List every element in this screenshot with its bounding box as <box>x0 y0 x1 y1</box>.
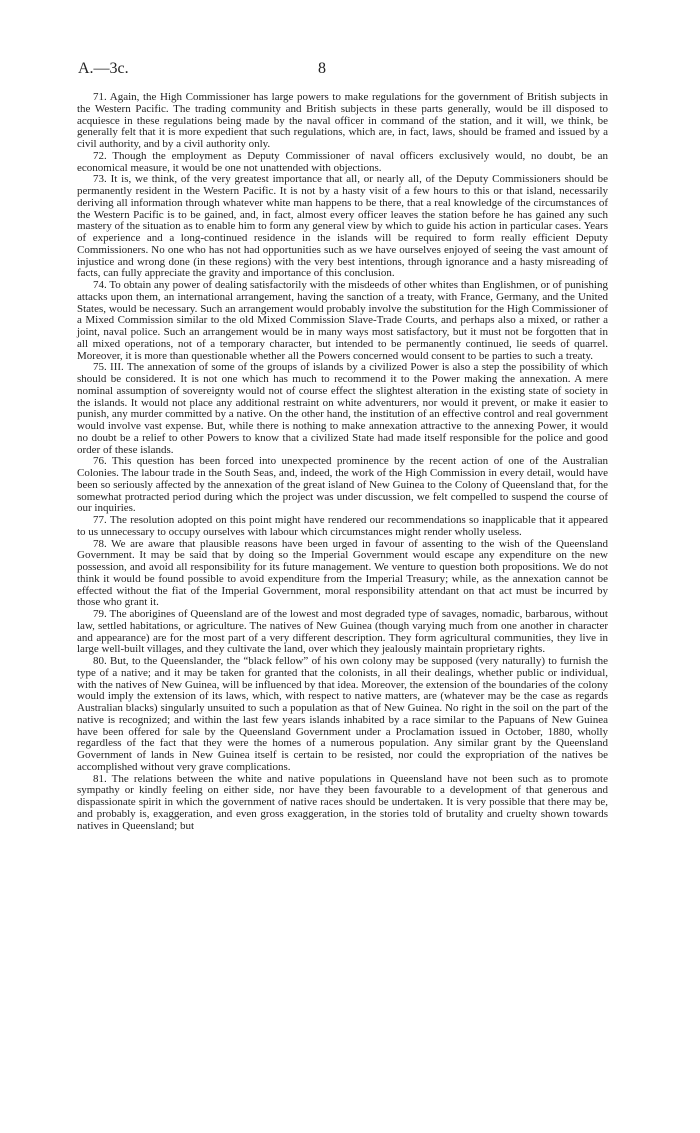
paragraph-76: 76. This question has been forced into unexpected prominence by the recent action of one of the Australian Colonies. The labour trade in the South Seas, and, indeed, the work of the High Commission in every detail, would have been so seriously affected by the annexation of the great island of New Guinea to the Colony of Queensland that, for the somewhat protracted period during which the project was under discussion, we felt compelled to suspend the course of our inquiries. <box>77 455 608 515</box>
paragraph-77: 77. The resolution adopted on this point might have rendered our recommendations so inapplicable that it appeared to us unnecessary to occupy ourselves with labour which circumstances might render wholly useless. <box>77 514 608 538</box>
page-number: 8 <box>318 60 326 77</box>
paragraph-72: 72. Though the employment as Deputy Commissioner of naval officers exclusively would, no doubt, be an economical measure, it would be one not unattended with objections. <box>77 149 608 174</box>
paragraph-74: 74. To obtain any power of dealing satisfactorily with the misdeeds of other whites than Englishmen, or of punishing attacks upon them, an international arrangement, having the sanction of a treaty, with France, Germany, and the United States, would be necessary. Such an arrangement would probably involve the substitution for the High Commissioner of a Mixed Commission similar to the old Mixed Commission Slave-Trade Courts, and perhaps also a mixed, or rather a joint, naval police. Such an arrangement would be in many ways most satisfactory, but it must not be forgotten that in all mixed operations, not of a temporary character, but intended to be permanently continued, lie seeds of quarrel. Moreover, it is more than questionable whether all the Powers concerned would consent to be parties to such a treaty. <box>77 279 608 362</box>
paragraph-71: 71. Again, the High Commissioner has large powers to make regulations for the government of British subjects in the Western Pacific. The trading community and British subjects in these parts generally, would be ill disposed to acquiesce in these regulations being made by the naval officer in command of the station, and it will, we think, be generally felt that it is more expedient that such regulations, which are, in fact, laws, should be framed and issued by a civil authority, and by a civil authority only. <box>77 91 608 150</box>
page-header <box>78 60 620 84</box>
document-body <box>77 92 608 832</box>
paragraph-75: 75. III. The annexation of some of the groups of islands by a civilized Power is also a step the possibility of which should be considered. It is not one which has much to recommend it to the Power making the annexation. A mere nominal assumption of sovereignty would not of course effect the slightest alteration in the existing state of society in the islands. It would not place any additional restraint on white adventurers, nor would it prevent, or make it easier to punish, any murder committed by a native. On the other hand, the institution of an effective control and real government would involve vast expense. But, while there is nothing to make annexation attractive to the annexing Power, it would no doubt be a relief to other Powers to know that a civilized State had made itself responsible for the police and good order of these islands. <box>77 361 608 456</box>
paragraph-78: 78. We are aware that plausible reasons have been urged in favour of assenting to the wish of the Queensland Government. It may be said that by doing so the Imperial Government would escape any expenditure on the new possession, and avoid all responsibility for its future management. We venture to question both propositions. We do not think it would be found possible to avoid expenditure from the Imperial Treasury; while, as the annexation cannot be effected without the fiat of the Imperial Government, moral responsibility attendant on that act must be incurred by those who grant it. <box>77 537 608 609</box>
paragraph-81: 81. The relations between the white and native populations in Queensland have not been such as to promote sympathy or kindly feeling on either side, nor have they been favourable to a development of that generous and dispassionate spirit in which the government of native races should be undertaken. It is very possible that there may be, and probably is, exaggeration, and even gross exaggeration, in the stories told of brutality and cruelty shown towards natives in Queensland; but <box>77 772 608 832</box>
paragraph-79: 79. The aborigines of Queensland are of the lowest and most degraded type of savages, nomadic, barbarous, without law, settled habitations, or agriculture. The natives of New Guinea (though varying much from one another in character and appearance) are for the most part of a very different description. They form agricultural communities, they live in large well-built villages, and they cultivate the land, over which they jealously maintain proprietary rights. <box>77 608 608 656</box>
paragraph-80: 80. But, to the Queenslander, the “black fellow” of his own colony may be supposed (very naturally) to furnish the type of a native; and it may be taken for granted that the colonists, in all their dealings, whether public or individual, with the natives of New Guinea, will be influenced by that idea. Moreover, the extension of the boundaries of the colony would imply the extension of its laws, which, with respect to native matters, are (whatever may be the case as regards Australian blacks) singularly unsuited to such a population as that of New Guinea. No right in the soil on the part of the native is recognized; and within the last few years islands inhabited by a race similar to the Papuans of New Guinea have been offered for sale by the Queensland Government under a Proclamation issued in October, 1880, wholly regardless of the fact that they were the homes of a numerous population. Any similar grant by the Queensland Government of lands in New Guinea itself is certain to be resisted, nor could the expropriation of the natives be accomplished without very grave complications. <box>77 655 608 773</box>
document-reference: A.—3c. <box>78 60 129 77</box>
paragraph-73: 73. It is, we think, of the very greatest importance that all, or nearly all, of the Deputy Commissioners should be permanently resident in the Western Pacific. It is not by a hasty visit of a few hours to this or that island, necessarily deriving all information through whatever white man happens to be there, that a real knowledge of the circumstances of the Western Pacific is to be gained, and, in fact, almost every officer leaves the station before he has gained any such mastery of the situation as to enable him to form any general view by which to guide his action in particular cases. Years of experience and a long-continued residence in the islands will be required to form really efficient Deputy Commissioners. No one who has not had opportunities such as we have ourselves enjoyed of seeing the vast amount of injustice and wrong done (in these regions) with the very best intentions, through ignorance and a hasty misreading of facts, can fully appreciate the gravity and importance of this conclusion. <box>77 173 608 280</box>
